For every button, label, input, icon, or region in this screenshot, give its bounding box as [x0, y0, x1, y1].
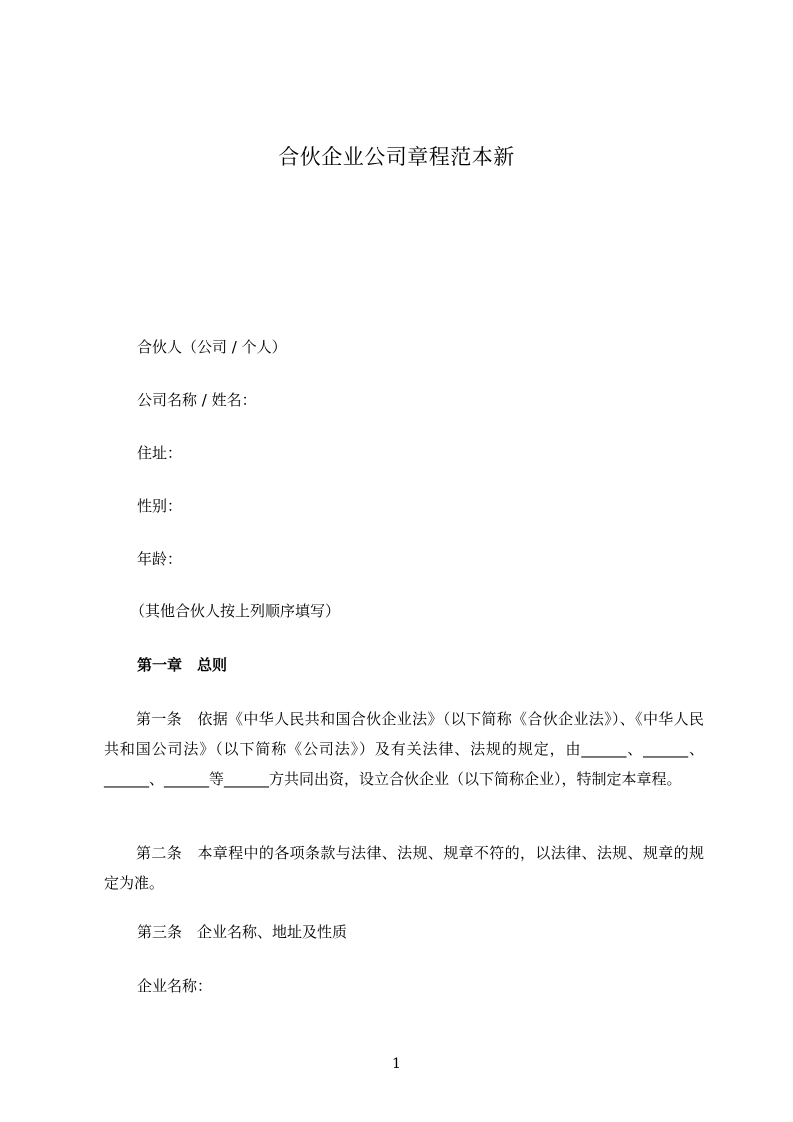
article-3-heading: 第三条 企业名称、地址及性质	[137, 923, 348, 941]
enterprise-name-field: 企业名称：	[137, 977, 213, 995]
field-partner: 合伙人（公司 / 个人）	[137, 338, 287, 356]
field-gender: 性别：	[137, 497, 183, 515]
article-1: 第一条 依据《中华人民共和国合伙企业法》（以下简称《合伙企业法》）、《中华人民共和国公司法》（以下简称《公司法》）及有关法律、法规的规定，由______、______、______、______等______方共同出资，设立合伙企业（以下简称企业），特制定本章程。	[104, 710, 704, 788]
document-title: 合伙企业公司章程范本新	[278, 145, 515, 169]
page-number: 1	[392, 1056, 401, 1072]
field-name: 公司名称 / 姓名：	[137, 391, 257, 409]
field-address: 住址：	[137, 444, 183, 462]
partner-order-note: （其他合伙人按上列顺序填写）	[130, 602, 341, 620]
chapter-heading: 第一章 总则	[137, 656, 228, 674]
field-age: 年龄：	[137, 550, 183, 568]
article-2: 第二条 本章程中的各项条款与法律、法规、规章不符的，以法律、法规、规章的规定为准。	[104, 844, 704, 892]
